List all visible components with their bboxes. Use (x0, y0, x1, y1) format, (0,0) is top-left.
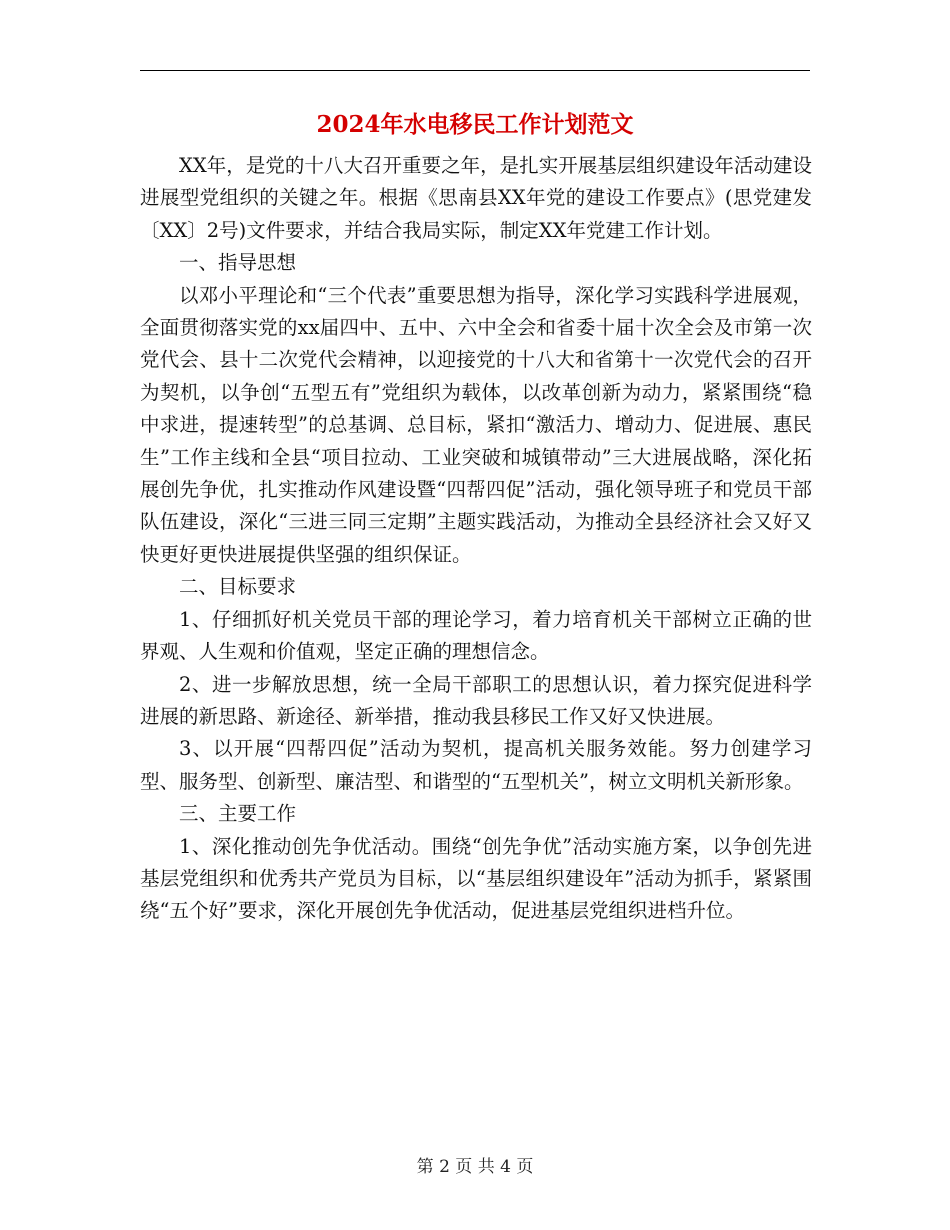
section-heading-goals: 二、目标要求 (179, 575, 297, 599)
page-number-footer: 第 2 页 共 4 页 (416, 1157, 534, 1177)
paragraph-intro: XX年，是党的十八大召开重要之年，是扎实开展基层组织建设年活动建设进展型党组织的关键之年。根据《思南县XX年党的建设工作要点》(思党建发〔XX〕2号)文件要求，并结合我局实际，制定XX年党建工作计划。 (140, 154, 812, 242)
paragraph-goal-3: 3、以开展“四帮四促”活动为契机，提高机关服务效能。努力创建学习型、服务型、创新型、廉洁型、和谐型的“五型机关”，树立文明机关新形象。 (140, 737, 812, 793)
paragraph-guiding-ideology: 以邓小平理论和“三个代表”重要思想为指导，深化学习实践科学进展观，全面贯彻落实党的xx届四中、五中、六中全会和省委十届十次全会及市第一次党代会、县十二次党代会精神，以迎接党的十八大和省第十一次党代会的召开为契机，以争创“五型五有”党组织为载体，以改革创新为动力，紧紧围绕“稳中求进，提速转型”的总基调、总目标，紧扣“激活力、增动力、促进展、惠民生”工作主线和全县“项目拉动、工业突破和城镇带动”三大进展战略，深化拓展创先争优，扎实推动作风建设暨“四帮四促”活动，强化领导班子和党员干部队伍建设，深化“三进三同三定期”主题实践活动，为推动全县经济社会又好又快更好更快进展提供坚强的组织保证。 (140, 283, 812, 566)
paragraph-goal-2: 2、进一步解放思想，统一全局干部职工的思想认识，着力探究促进科学进展的新思路、新途径、新举措，推动我县移民工作又好又快进展。 (140, 672, 812, 728)
document-body (140, 150, 812, 928)
paragraph-goal-1: 1、仔细抓好机关党员干部的理论学习，着力培育机关干部树立正确的世界观、人生观和价值观，坚定正确的理想信念。 (140, 607, 812, 664)
document-title: 2024年水电移民工作计划范文 (316, 111, 634, 138)
paragraph-work-1: 1、深化推动创先争优活动。围绕“创先争优”活动实施方案，以争创先进基层党组织和优秀共产党员为目标，以“基层组织建设年”活动为抓手，紧紧围绕“五个好”要求，深化开展创先争优活动，促进基层党组织进档升位。 (140, 834, 812, 923)
section-heading-guiding-ideology: 一、指导思想 (179, 251, 297, 275)
section-heading-main-work: 三、主要工作 (179, 802, 297, 826)
header-rule (140, 70, 810, 71)
